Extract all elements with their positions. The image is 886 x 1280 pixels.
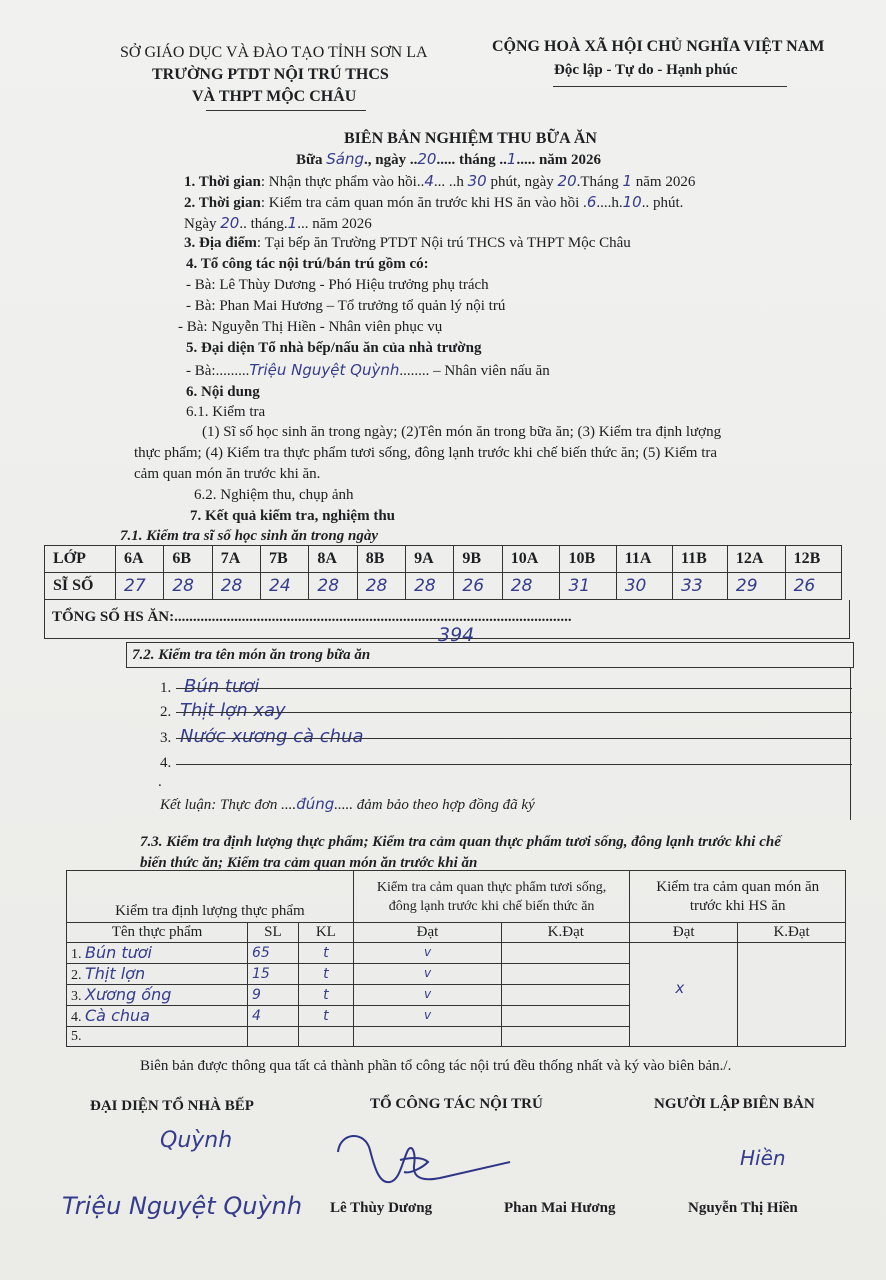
class-cell: 10B xyxy=(560,546,616,573)
team-title: 4. Tổ công tác nội trú/bán trú gồm có: xyxy=(186,256,429,272)
table-row: 5. xyxy=(67,1027,846,1047)
country-name: CỘNG HOÀ XÃ HỘI CHỦ NGHĨA VIỆT NAM xyxy=(492,38,825,55)
meal-day: 20 xyxy=(417,150,437,168)
dish-name: Nước xương cà chua xyxy=(180,726,364,747)
time-check-date: Ngày 20.. tháng.1... năm 2026 xyxy=(184,214,372,232)
team-member-2: - Bà: Phan Mai Hương – Tổ trưởng tổ quản lý nội trú xyxy=(186,298,506,314)
content-paragraph-1: (1) Sĩ số học sinh ăn trong ngày; (2)Tên món ăn trong bữa ăn; (3) Kiểm tra định lượng xyxy=(202,424,722,440)
content-paragraph-2: thực phẩm; (4) Kiểm tra thực phẩm tươi sống, đông lạnh trước khi chế biến thức ăn; (5) Kiểm tra xyxy=(134,445,718,461)
class-row xyxy=(45,546,842,573)
dept-name: SỞ GIÁO DỤC VÀ ĐÀO TẠO TỈNH SƠN LA xyxy=(120,44,428,61)
class-cell: 8B xyxy=(357,546,405,573)
header-left-underline xyxy=(206,110,366,111)
time-receive-line: 1. Thời gian: Nhận thực phẩm vào hồi..4... ..h 30 phút, ngày 20.Tháng 1 năm 2026 xyxy=(184,172,696,190)
team-member-3: - Bà: Nguyễn Thị Hiền - Nhân viên phục vụ xyxy=(178,319,443,335)
head-fresh-line2: đông lạnh trước khi chế biến thức ăn xyxy=(388,898,595,914)
school-name-line2: VÀ THPT MỘC CHÂU xyxy=(192,88,357,105)
count-cell: 26 xyxy=(462,576,485,596)
fresh-pass-mark: v xyxy=(423,1008,432,1022)
meal-month: 1 xyxy=(506,150,517,168)
team-signature-scribble xyxy=(330,1122,520,1192)
content-title: 6. Nội dung xyxy=(186,384,260,400)
count-cell: 28 xyxy=(172,576,194,596)
dish-number: 1. xyxy=(160,680,172,696)
school-name-line1: TRƯỜNG PTDT NỘI TRÚ THCS xyxy=(152,66,389,83)
count-cell: 27 xyxy=(124,576,146,596)
quantity-table-head xyxy=(67,871,846,923)
head-dish-line1: Kiểm tra cảm quan món ăn xyxy=(656,878,820,895)
dish-number: 4. xyxy=(160,755,172,771)
food-sl: 4 xyxy=(252,1007,261,1024)
food-kl: t xyxy=(323,944,329,961)
food-name: Bún tươi xyxy=(85,943,152,962)
sig-kitchen-signature: Quỳnh xyxy=(160,1128,233,1153)
page-title: BIÊN BẢN NGHIỆM THU BỮA ĂN xyxy=(344,130,597,147)
count-cell: 33 xyxy=(681,576,703,596)
conclusion: Kết luận: Thực đơn ....đúng..... đảm bảo theo hợp đồng đã ký xyxy=(160,795,535,813)
food-kl: t xyxy=(323,986,329,1003)
col-dish-pass: Đạt xyxy=(630,923,738,943)
class-cell: 7B xyxy=(261,546,309,573)
dish-line xyxy=(176,764,852,765)
dish-line xyxy=(176,738,852,739)
class-cell: 6A xyxy=(116,546,164,573)
col-name: Tên thực phẩm xyxy=(67,923,248,943)
count-row xyxy=(45,573,842,600)
food-sl: 15 xyxy=(252,965,270,982)
col-fresh-pass: Đạt xyxy=(353,923,501,943)
motto: Độc lập - Tự do - Hạnh phúc xyxy=(554,62,738,78)
fresh-pass-mark: v xyxy=(423,987,432,1001)
sig-writer-name: Nguyễn Thị Hiền xyxy=(688,1200,798,1216)
total-label: TỔNG SỐ HS ĂN:.......................................................................................................... xyxy=(52,609,572,625)
food-sl: 9 xyxy=(252,986,261,1003)
col-dish-fail: K.Đạt xyxy=(738,923,846,943)
section-7-title: 7. Kết quả kiểm tra, nghiệm thu xyxy=(190,508,396,524)
food-sl: 65 xyxy=(252,944,270,961)
head-fresh xyxy=(353,871,630,923)
class-cell: 11B xyxy=(673,546,728,573)
total-value: 394 xyxy=(438,624,475,646)
class-count-table xyxy=(44,545,842,600)
class-cell: 6B xyxy=(164,546,212,573)
conclusion-value: đúng xyxy=(296,795,335,813)
col-kl: KL xyxy=(298,923,353,943)
table-row: 3. Xương ống 9 t v xyxy=(67,985,846,1006)
class-cell: 8A xyxy=(309,546,357,573)
sig-writer-signature: Hiền xyxy=(740,1146,786,1170)
s73-title-line1: 7.3. Kiểm tra định lượng thực phẩm; Kiểm tra cảm quan thực phẩm tươi sống, đông lạnh trước khi chế xyxy=(140,834,781,850)
sig-kitchen-name: Triệu Nguyệt Quỳnh xyxy=(62,1192,303,1220)
dish-line xyxy=(176,688,852,689)
s73-title-line2: biến thức ăn; Kiểm tra cảm quan món ăn trước khi ăn xyxy=(140,855,478,871)
food-kl: t xyxy=(323,1007,329,1024)
food-name: Cà chua xyxy=(85,1006,150,1025)
sig-team-name-2: Phan Mai Hương xyxy=(504,1200,616,1216)
count-cell: 24 xyxy=(269,576,291,596)
food-name: Thịt lợn xyxy=(85,964,146,983)
s71-title: 7.1. Kiểm tra sĩ số học sinh ăn trong ngày xyxy=(120,528,378,544)
section-6-2: 6.2. Nghiệm thu, chụp ảnh xyxy=(194,487,354,503)
sig-kitchen-title: ĐẠI DIỆN TỔ NHÀ BẾP xyxy=(90,1098,254,1114)
class-cell: 9B xyxy=(454,546,502,573)
head-quantity: Kiểm tra định lượng thực phẩm xyxy=(67,871,354,923)
dish-pass-mark: x xyxy=(675,979,685,997)
head-dish-line2: trước khi HS ăn xyxy=(689,897,786,914)
header-right-underline xyxy=(553,86,787,87)
content-paragraph-3: cảm quan món ăn trước khi ăn. xyxy=(134,466,321,482)
table-row: 4. Cà chua 4 t v xyxy=(67,1006,846,1027)
place-line: 3. Địa điểm: Tại bếp ăn Trường PTDT Nội trú THCS và THPT Mộc Châu xyxy=(184,235,631,251)
time-check-line: 2. Thời gian: Kiểm tra cảm quan món ăn trước khi HS ăn vào hồi .6....h.10.. phút. xyxy=(184,193,684,211)
dish-number: 3. xyxy=(160,730,172,746)
count-cell: 31 xyxy=(568,576,591,596)
count-cell: 28 xyxy=(220,576,243,596)
closing-statement: Biên bản được thông qua tất cả thành phần tổ công tác nội trú đều thống nhất và ký vào biên bản./. xyxy=(140,1058,732,1074)
head-dish xyxy=(630,871,846,923)
dish-name: Thịt lợn xay xyxy=(180,700,286,721)
count-cell: 26 xyxy=(793,576,816,596)
dish-line xyxy=(176,712,852,713)
team-member-1: - Bà: Lê Thùy Dương - Phó Hiệu trưởng phụ trách xyxy=(186,277,489,293)
count-cell: 28 xyxy=(510,576,533,596)
class-cell: 9A xyxy=(406,546,454,573)
quantity-table xyxy=(66,870,846,1047)
meal-line: Bữa Sáng., ngày ..20..... tháng ..1..... năm 2026 xyxy=(296,150,602,168)
s72-title: 7.2. Kiểm tra tên món ăn trong bữa ăn xyxy=(132,647,371,663)
class-cell: 11A xyxy=(616,546,672,573)
s72-right-border xyxy=(850,668,851,820)
dish-name: Bún tươi xyxy=(184,676,260,697)
meal-value: Sáng xyxy=(326,150,365,168)
kitchen-rep-title: 5. Đại diện Tổ nhà bếp/nấu ăn của nhà trường xyxy=(186,340,482,356)
count-cell: 28 xyxy=(317,576,340,596)
sig-team-name-1: Lê Thùy Dương xyxy=(330,1200,433,1216)
count-cell: 29 xyxy=(735,576,758,596)
count-cell: 30 xyxy=(624,576,647,596)
class-row-label: LỚP xyxy=(45,546,116,573)
table-row: 2. Thịt lợn 15 t v xyxy=(67,964,846,985)
dish-number: 2. xyxy=(160,704,172,720)
table-row: 1. Bún tươi 65 t v x xyxy=(67,943,846,964)
class-cell: 7A xyxy=(212,546,260,573)
food-kl: t xyxy=(323,965,329,982)
quantity-subhead xyxy=(67,923,846,943)
count-cell: 28 xyxy=(414,576,436,596)
head-fresh-line1: Kiểm tra cảm quan thực phẩm tươi sống, xyxy=(376,879,607,895)
sig-writer-title: NGƯỜI LẬP BIÊN BẢN xyxy=(654,1096,815,1112)
stray-dot: . xyxy=(158,774,162,790)
fresh-pass-mark: v xyxy=(423,966,432,980)
count-cell: 28 xyxy=(365,576,388,596)
col-sl: SL xyxy=(248,923,299,943)
class-cell: 10A xyxy=(502,546,560,573)
col-fresh-fail: K.Đạt xyxy=(502,923,630,943)
class-cell: 12A xyxy=(727,546,785,573)
kitchen-rep-line: - Bà:.........Triệu Nguyệt Quỳnh........ – Nhân viên nấu ăn xyxy=(186,361,550,379)
section-6-1: 6.1. Kiểm tra xyxy=(186,404,266,420)
count-row-label: SĨ SỐ xyxy=(45,573,116,600)
sig-team-title: TỔ CÔNG TÁC NỘI TRÚ xyxy=(370,1096,543,1112)
food-name: Xương ống xyxy=(85,985,172,1004)
class-cell: 12B xyxy=(785,546,841,573)
fresh-pass-mark: v xyxy=(423,945,432,959)
